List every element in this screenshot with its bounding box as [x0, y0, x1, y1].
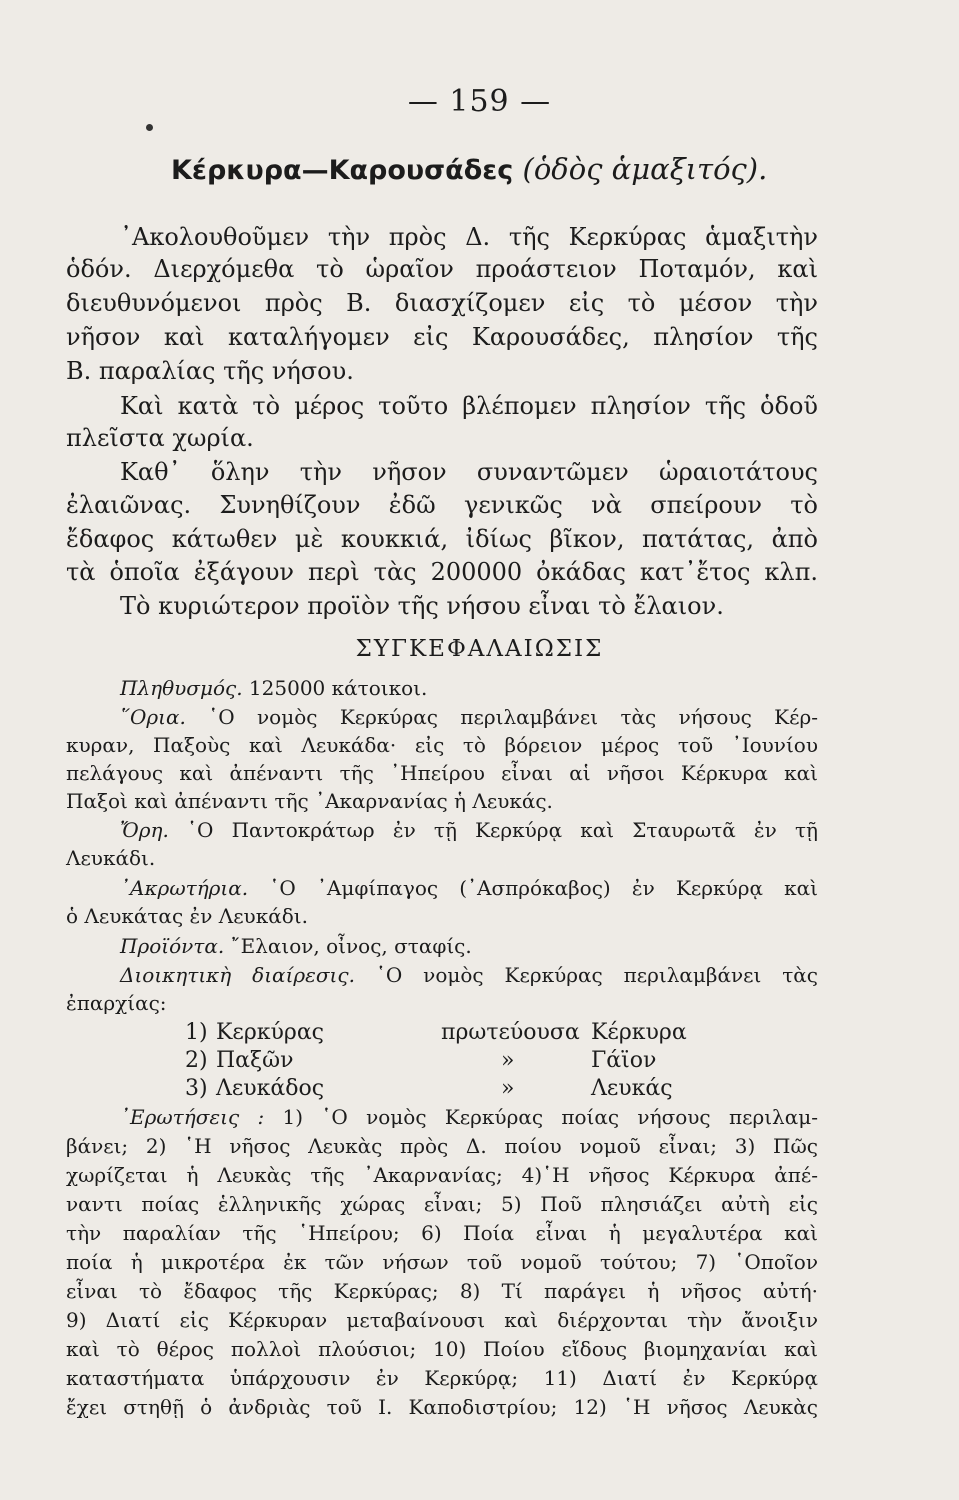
- paragraph-line: Καθ᾿ ὅλην τὴν νῆσον συναντῶμεν ὡραιοτάτους: [120, 458, 818, 486]
- province-capital: Κέρκυρα: [591, 1020, 687, 1045]
- province-capital-label: »: [501, 1076, 515, 1101]
- questions-line: 9) Διατί εἰς Κέρκυραν μεταβαίνουσι καὶ διέρχονται τὴν ἄνοιξιν: [66, 1308, 818, 1332]
- paragraph-line: ᾿Ακολουθοῦμεν τὴν πρὸς Δ. τῆς Κερκύρας ἁμαξιτὴν: [120, 223, 818, 251]
- mountains-line: Λευκάδι.: [66, 846, 156, 870]
- division-text: ῾Ο νομὸς Κερκύρας περιλαμβάνει τὰς: [375, 963, 819, 987]
- borders-line: πελάγους καὶ ἀπέναντι τῆς ᾿Ηπείρου εἶναι αἱ νῆσοι Κέρκυρα καὶ: [66, 761, 818, 785]
- province-name: Λευκάδος: [216, 1076, 325, 1101]
- paragraph-line: πλεῖστα χωρία.: [66, 424, 254, 452]
- province-number: 3): [185, 1076, 208, 1101]
- questions-line: χωρίζεται ἡ Λευκὰς τῆς ᾿Ακαρνανίας; 4)῾Η νῆσος Κέρκυρα ἀπέ-: [66, 1163, 818, 1187]
- province-capital: Λευκάς: [591, 1076, 673, 1101]
- capes-text: ῾Ο ᾿Αμφίπαγος (᾿Ασπρόκαβος) ἐν Κερκύρᾳ καὶ: [269, 876, 819, 900]
- section-heading: [171, 152, 767, 186]
- ink-dot: [146, 124, 153, 131]
- paragraph-line: ἔδαφος κάτωθεν μὲ κουκκιά, ἰδίως βῖκον, πατάτας, ἀπὸ: [66, 525, 818, 553]
- paragraph-line: Β. παραλίας τῆς νήσου.: [66, 357, 354, 385]
- questions-line: [120, 1105, 818, 1129]
- population-value: 125000 κάτοικοι.: [248, 676, 428, 700]
- mountains-text: ῾Ο Παντοκράτωρ ἐν τῇ Κερκύρᾳ καὶ Σταυρωτᾶ ἐν τῇ: [187, 818, 819, 842]
- mountains-label: Ὄρη.: [120, 818, 169, 842]
- paragraph-line: ὁδόν. Διερχόμεθα τὸ ὡραῖον προάστειον Ποταμόν, καὶ: [66, 255, 818, 283]
- capes-line: [120, 876, 818, 900]
- division-label: Διοικητικὴ διαίρεσις.: [120, 963, 355, 987]
- questions-line: βάνει; 2) ῾Η νῆσος Λευκὰς πρὸς Δ. ποίου νομοῦ εἶναι; 3) Πῶς: [66, 1134, 818, 1158]
- capes-label: ᾿Ακρωτήρια.: [120, 876, 249, 900]
- questions-line: τὴν παραλίαν τῆς ῾Ηπείρου; 6) Ποία εἶναι ἡ μεγαλυτέρα καὶ: [66, 1221, 818, 1245]
- province-capital: Γάϊον: [591, 1048, 657, 1073]
- questions-line: ναντι ποίας ἑλληνικῆς χώρας εἶναι; 5) Ποῦ πλησιάζει αὐτὴ εἰς: [66, 1192, 818, 1216]
- population-line: [120, 676, 818, 700]
- summary-title: ΣΥΓΚΕΦΑΛΑΙΩΣΙΣ: [355, 636, 604, 662]
- borders-line: [120, 705, 818, 729]
- products-line: [120, 934, 818, 958]
- paragraph-line: νῆσον καὶ καταλήγομεν εἰς Καρουσάδες, πλησίον τῆς: [66, 323, 818, 351]
- heading-road-type: (ὁδὸς ἁμαξιτός).: [522, 152, 768, 186]
- population-label: Πληθυσμός.: [120, 676, 243, 700]
- province-capital-label: »: [501, 1048, 515, 1073]
- borders-label: ῞Ορια.: [120, 705, 186, 729]
- paragraph-line: ἐλαιῶνας. Συνηθίζουν ἐδῶ γενικῶς νὰ σπείρουν τὸ: [66, 491, 818, 519]
- paragraph-line: διευθυνόμενοι πρὸς Β. διασχίζομεν εἰς τὸ μέσον τὴν: [66, 289, 818, 317]
- questions-line: ἔχει στηθῇ ὁ ἀνδριὰς τοῦ Ι. Καποδιστρίου; 12) ῾Η νῆσος Λευκὰς: [66, 1395, 818, 1419]
- questions-line: καὶ τὸ θέρος πολλοὶ πλούσιοι; 10) Ποίου εἴδους βιομηχανίαι καὶ: [66, 1337, 818, 1361]
- province-name: Παξῶν: [216, 1048, 294, 1073]
- questions-label: ᾿Ερωτήσεις :: [120, 1105, 265, 1129]
- borders-text: ῾Ο νομὸς Κερκύρας περιλαμβάνει τὰς νήσους Κέρ-: [208, 705, 818, 729]
- paragraph-line: Τὸ κυριώτερον προϊὸν τῆς νήσου εἶναι τὸ ἔλαιον.: [120, 592, 724, 620]
- province-capital-label: πρωτεύουσα: [441, 1020, 580, 1045]
- products-label: Προϊόντα.: [120, 934, 225, 958]
- province-name: Κερκύρας: [216, 1020, 325, 1045]
- division-line: [120, 963, 818, 987]
- products-text: ῎Ελαιον, οἶνος, σταφίς.: [230, 934, 472, 958]
- capes-line: ὁ Λευκάτας ἐν Λευκάδι.: [66, 904, 308, 928]
- province-number: 1): [185, 1020, 208, 1045]
- borders-line: Παξοὶ καὶ ἀπέναντι τῆς ᾿Ακαρνανίας ἡ Λευκάς.: [66, 789, 553, 813]
- questions-line: εἶναι τὸ ἔδαφος τῆς Κερκύρας; 8) Τί παράγει ἡ νῆσος αὐτή·: [66, 1279, 818, 1303]
- questions-line: καταστήματα ὑπάρχουσιν ἐν Κερκύρᾳ; 11) Διατί ἐν Κερκύρᾳ: [66, 1366, 818, 1390]
- borders-line: κυραν, Παξοὺς καὶ Λευκάδα· εἰς τὸ βόρειον μέρος τοῦ ᾿Ιουνίου: [66, 733, 818, 757]
- paragraph-line: τὰ ὁποῖα ἐξάγουν περὶ τὰς 200000 ὀκάδας κατ᾿ἔτος κλπ.: [66, 558, 818, 586]
- questions-text: 1) ῾Ο νομὸς Κερκύρας ποίας νήσους περιλαμ-: [282, 1105, 818, 1129]
- province-number: 2): [185, 1048, 208, 1073]
- page-number: — 159 —: [407, 84, 552, 119]
- paragraph-line: Καὶ κατὰ τὸ μέρος τοῦτο βλέπομεν πλησίον τῆς ὁδοῦ: [120, 392, 818, 420]
- division-line: ἐπαρχίας:: [66, 991, 167, 1015]
- mountains-line: [120, 818, 818, 842]
- heading-place: Κέρκυρα—Καρουσάδες: [171, 155, 514, 186]
- questions-line: ποία ἡ μικροτέρα ἐκ τῶν νήσων τοῦ νομοῦ τούτου; 7) ῾Οποῖον: [66, 1250, 818, 1274]
